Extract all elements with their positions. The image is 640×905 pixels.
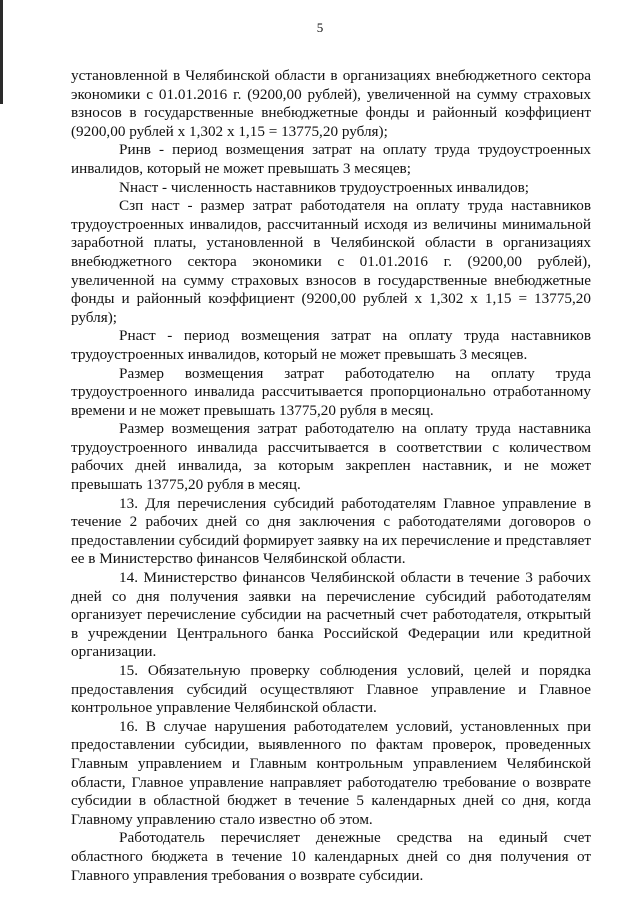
paragraph-mentor-reimbursement: Размер возмещения затрат работодателю на оплату труда наставника трудоустроенного инвалида рассчитывается в соответствии с количеством рабочих дней инвалида, за которым закреплен наставник, и не может превышать 13775,20 рубля в месяц.: [71, 420, 591, 494]
paragraph-item-16: 16. В случае нарушения работодателем условий, установленных при предоставлении субсидии, выявленного по фактам проверок, проведенных Главным управлением и Главным контрольным управлением Челябинской области, Главное управление направляет работодателю требование о возврате субсидии в областной бюджет в течение 5 календарных дней со дня, когда Главному управлению стало известно об этом.: [71, 717, 591, 828]
paragraph-rinv-definition: Ринв - период возмещения затрат на оплату труда трудоустроенных инвалидов, который не может превышать 3 месяцев;: [71, 141, 591, 177]
page-number: 5: [316, 20, 324, 35]
paragraph-item-14: 14. Министерство финансов Челябинской области в течение 3 рабочих дней со дня получения заявки на перечисление субсидий работодателям организует перечисление субсидии на расчетный счет работодателя, открытый в учреждении Центрального банка Российской Федерации или кредитной организации.: [71, 569, 591, 661]
paragraph-min-wage-continuation: установленной в Челябинской области в организациях внебюджетного сектора экономики с 01.01.2016 г. (9200,00 рублей), увеличенной на сумму страховых взносов в государственные внебюджетные фонды и районный коэффициент (9200,00 рублей х 1,302 х 1,15 = 13775,20 рубля);: [71, 67, 591, 140]
scan-edge-mark: [0, 0, 3, 104]
paragraph-rnast-definition: Рнаст - период возмещения затрат на оплату труда наставников трудоустроенных инвалидов, который не может превышать 3 месяцев.: [71, 327, 591, 363]
paragraph-nnast-definition: Nнаст - численность наставников трудоустроенных инвалидов;: [119, 178, 530, 196]
document-body: [71, 67, 591, 885]
paragraph-refund-obligation: Работодатель перечисляет денежные средства на единый счет областного бюджета в течение 10 календарных дней со дня получения от Главного управления требования о возврате субсидии.: [71, 829, 591, 884]
paragraph-szp-nast-definition: Сзп наст - размер затрат работодателя на оплату труда наставников трудоустроенных инвалидов, рассчитанный исходя из величины минимальной заработной платы, установленной в Челябинской области в организациях внебюджетного сектора экономики с 01.01.2016 г. (9200,00 рублей), увеличенной на сумму страховых взносов в государственные внебюджетные фонды и районный коэффициент (9200,00 рублей х 1,302 х 1,15 = 13775,20 рубля);: [71, 197, 591, 326]
paragraph-invalid-reimbursement: Размер возмещения затрат работодателю на оплату труда трудоустроенного инвалида рассчитывается пропорционально отработанному времени и не может превышать 13775,20 рубля в месяц.: [71, 364, 591, 419]
paragraph-item-13: 13. Для перечисления субсидий работодателям Главное управление в течение 2 рабочих дней со дня заключения с работодателями договоров о предоставлении субсидий формирует заявку на их перечисление и представляет ее в Министерство финансов Челябинской области.: [71, 494, 591, 568]
paragraph-item-15: 15. Обязательную проверку соблюдения условий, целей и порядка предоставления субсидий осуществляют Главное управление и Главное контрольное управление Челябинской области.: [71, 662, 591, 717]
